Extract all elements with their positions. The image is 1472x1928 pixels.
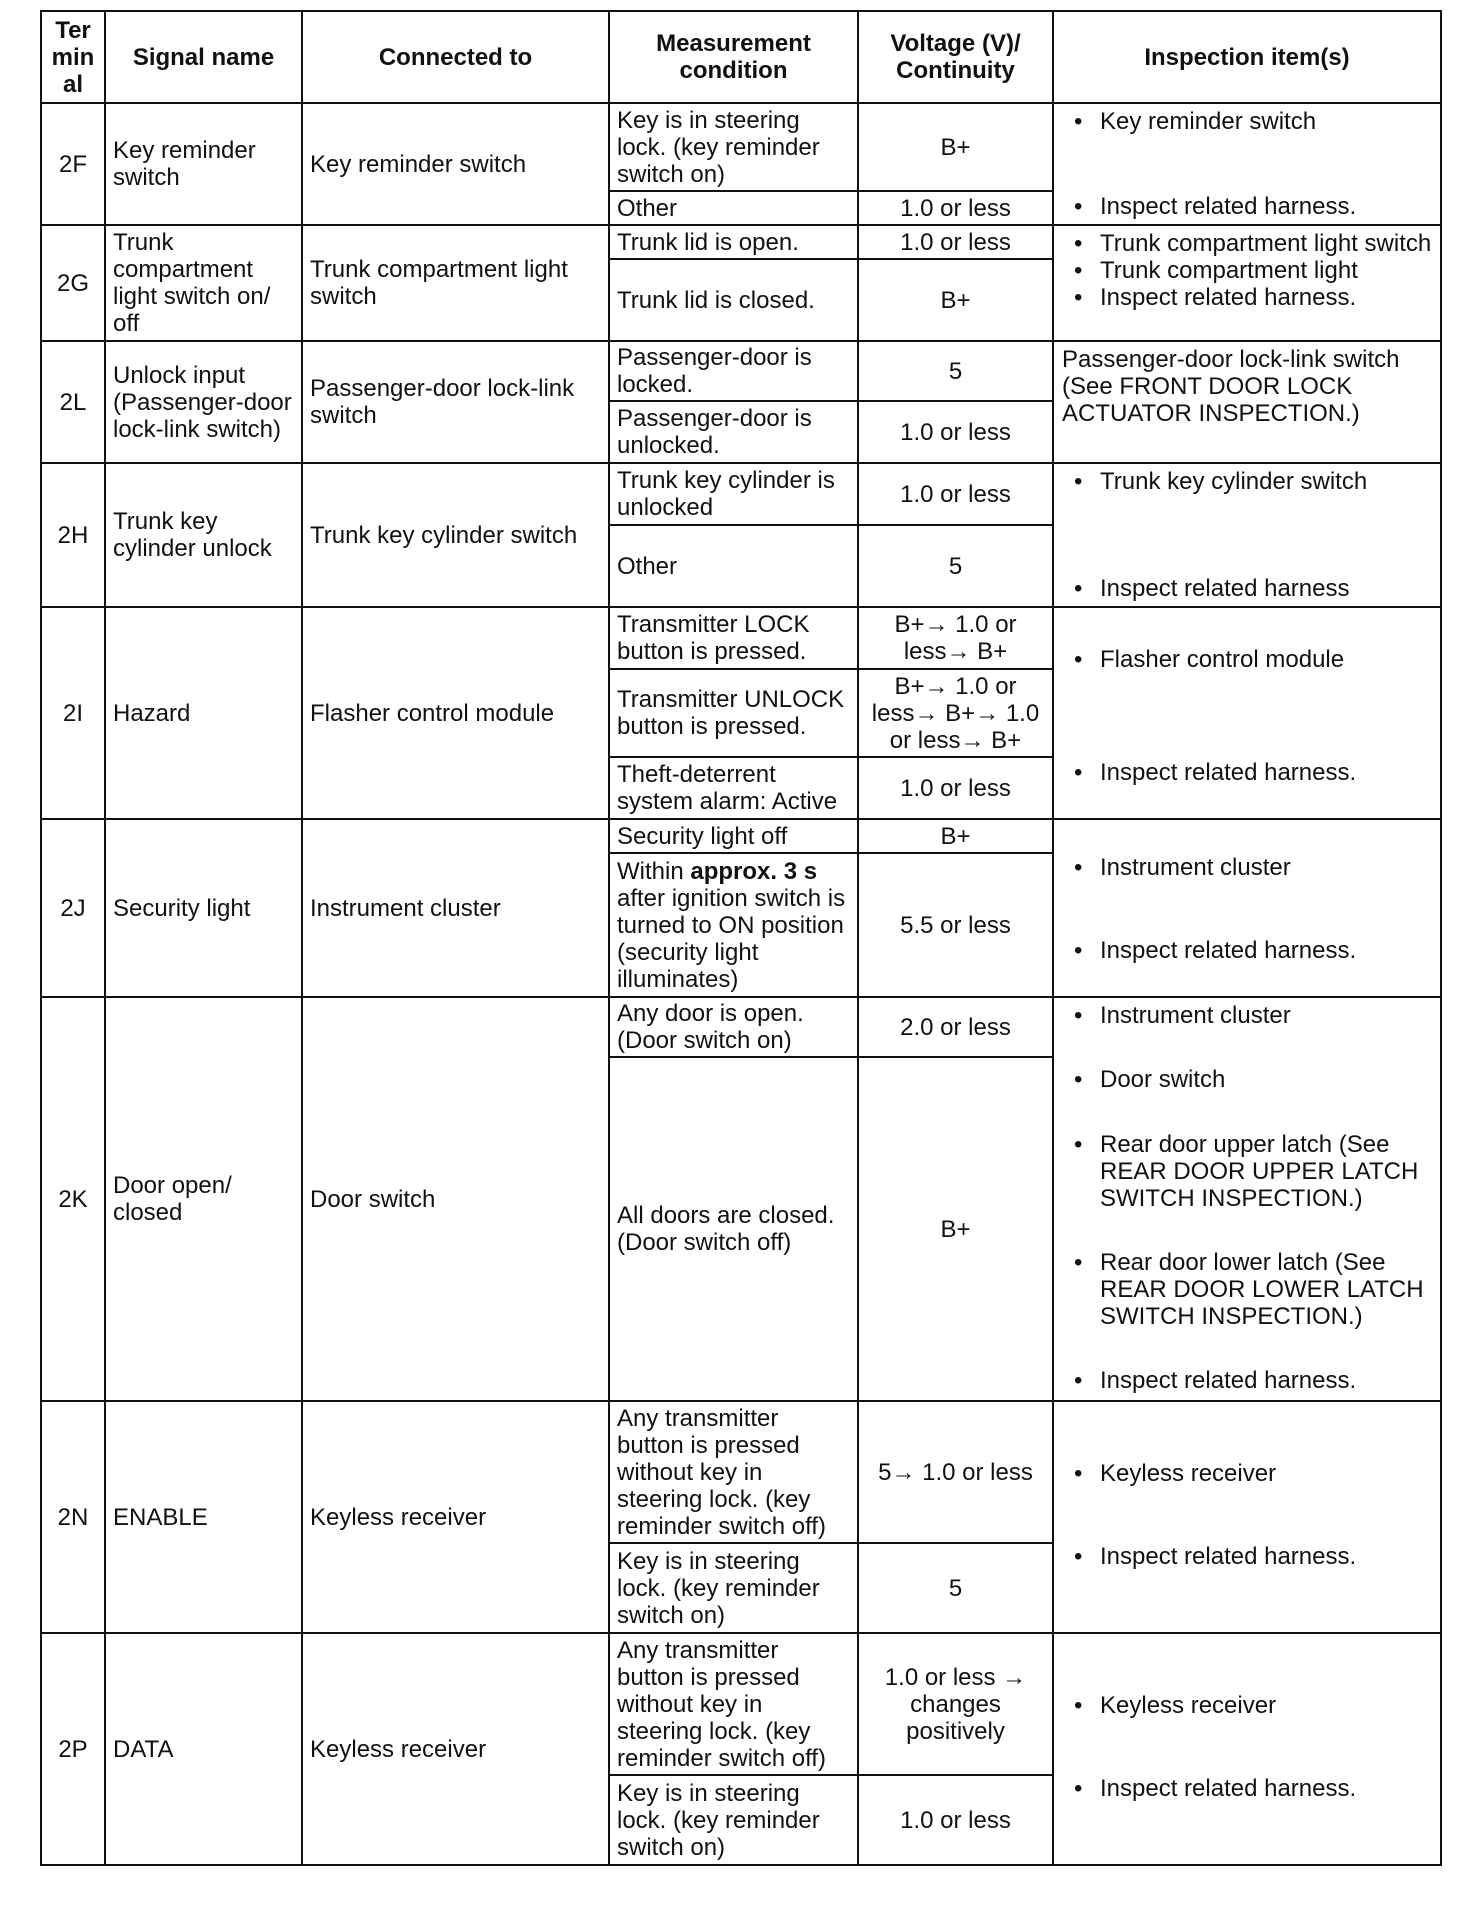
- signal-cell: Door open/ closed: [105, 997, 302, 1401]
- condition-cell: Key is in steering lock. (key reminder switch on): [609, 1775, 858, 1865]
- inspection-item: • Keyless receiver: [1062, 1692, 1432, 1719]
- inspection-cell: [1053, 103, 1441, 225]
- voltage-cell: 1.0 or less: [858, 1775, 1053, 1865]
- voltage-cell: 1.0 or less: [858, 401, 1053, 463]
- signal-cell: ENABLE: [105, 1401, 302, 1633]
- header-terminal: Ter min al: [41, 11, 105, 103]
- inspection-item: • Inspect related harness.: [1062, 284, 1432, 311]
- inspection-cell: Passenger-door lock-link switch (See FRONT DOOR LOCK ACTUATOR INSPECTION.): [1053, 341, 1441, 463]
- connected-cell: Keyless receiver: [302, 1633, 609, 1865]
- inspection-cell: [1053, 607, 1441, 819]
- condition-cell: Any transmitter button is pressed without key in steering lock. (key reminder switch off): [609, 1401, 858, 1543]
- voltage-cell: 2.0 or less: [858, 997, 1053, 1057]
- inspection-item: • Inspect related harness.: [1062, 1543, 1432, 1570]
- header-inspection: Inspection item(s): [1053, 11, 1441, 103]
- table-row: [41, 1633, 1441, 1775]
- voltage-cell: 1.0 or less: [858, 191, 1053, 225]
- inspection-cell: [1053, 819, 1441, 997]
- condition-text: Within: [617, 857, 691, 885]
- inspection-item: • Instrument cluster: [1062, 1002, 1432, 1029]
- terminal-cell: 2G: [41, 225, 105, 341]
- inspection-item: • Rear door lower latch (See REAR DOOR LOWER LATCH SWITCH INSPECTION.): [1062, 1249, 1432, 1330]
- terminal-cell: 2H: [41, 463, 105, 607]
- inspection-cell: [1053, 1633, 1441, 1865]
- table-row: [41, 997, 1441, 1057]
- inspection-item: • Door switch: [1062, 1066, 1432, 1093]
- voltage-cell: 5: [858, 525, 1053, 607]
- terminal-cell: 2J: [41, 819, 105, 997]
- terminal-cell: 2K: [41, 997, 105, 1401]
- table-row: [41, 103, 1441, 191]
- connected-cell: Instrument cluster: [302, 819, 609, 997]
- header-connected: Connected to: [302, 11, 609, 103]
- inspection-cell: [1053, 1401, 1441, 1633]
- inspection-item: • Inspect related harness.: [1062, 193, 1432, 220]
- connected-cell: Key reminder switch: [302, 103, 609, 225]
- signal-cell: Trunk key cylinder unlock: [105, 463, 302, 607]
- connected-cell: Trunk compartment light switch: [302, 225, 609, 341]
- voltage-cell: 1.0 or less: [858, 757, 1053, 819]
- connected-cell: Flasher control module: [302, 607, 609, 819]
- voltage-cell: B+: [858, 103, 1053, 191]
- signal-cell: Security light: [105, 819, 302, 997]
- header-condition: Measurement condition: [609, 11, 858, 103]
- condition-cell: All doors are closed. (Door switch off): [609, 1057, 858, 1401]
- inspection-item: • Inspect related harness.: [1062, 759, 1432, 786]
- condition-cell: Passenger-door is locked.: [609, 341, 858, 401]
- inspection-item: • Inspect related harness.: [1062, 1775, 1432, 1802]
- terminal-cell: 2L: [41, 341, 105, 463]
- condition-cell: Other: [609, 191, 858, 225]
- inspection-item: • Rear door upper latch (See REAR DOOR UPPER LATCH SWITCH INSPECTION.): [1062, 1131, 1432, 1212]
- signal-cell: Key reminder switch: [105, 103, 302, 225]
- table-row: [41, 607, 1441, 669]
- inspection-item: • Key reminder switch: [1062, 108, 1432, 135]
- inspection-item: • Trunk compartment light: [1062, 257, 1432, 284]
- connected-cell: Passenger-door lock-link switch: [302, 341, 609, 463]
- voltage-cell: 5→ 1.0 or less: [858, 1401, 1053, 1543]
- inspection-item: • Trunk key cylinder switch: [1062, 468, 1432, 495]
- condition-cell: Transmitter UNLOCK button is pressed.: [609, 669, 858, 757]
- terminal-cell: 2P: [41, 1633, 105, 1865]
- inspection-item: • Inspect related harness.: [1062, 937, 1432, 964]
- condition-cell: Any transmitter button is pressed without key in steering lock. (key reminder switch off): [609, 1633, 858, 1775]
- condition-cell: Trunk lid is open.: [609, 225, 858, 259]
- terminal-cell: 2F: [41, 103, 105, 225]
- header-voltage: Voltage (V)/ Continuity: [858, 11, 1053, 103]
- condition-text: after ignition switch is turned to ON position (security light illuminates): [617, 884, 846, 993]
- signal-cell: Unlock input (Passenger-door lock-link switch): [105, 341, 302, 463]
- condition-cell: Key is in steering lock. (key reminder switch on): [609, 1543, 858, 1633]
- inspection-item: • Inspect related harness: [1062, 575, 1432, 602]
- condition-cell: Other: [609, 525, 858, 607]
- table-row: [41, 225, 1441, 259]
- table-row: [41, 819, 1441, 853]
- header-row: [41, 11, 1441, 103]
- inspection-cell: [1053, 463, 1441, 607]
- condition-cell: Trunk key cylinder is unlocked: [609, 463, 858, 525]
- terminal-cell: 2I: [41, 607, 105, 819]
- terminal-inspection-table: [40, 10, 1442, 1866]
- voltage-cell: B+: [858, 1057, 1053, 1401]
- voltage-cell: 1.0 or less: [858, 463, 1053, 525]
- terminal-cell: 2N: [41, 1401, 105, 1633]
- inspection-cell: [1053, 997, 1441, 1401]
- inspection-cell: [1053, 225, 1441, 341]
- condition-cell: Transmitter LOCK button is pressed.: [609, 607, 858, 669]
- voltage-cell: 1.0 or less: [858, 225, 1053, 259]
- voltage-cell: B+: [858, 819, 1053, 853]
- signal-cell: Hazard: [105, 607, 302, 819]
- table-row: [41, 1401, 1441, 1543]
- voltage-cell: 5: [858, 1543, 1053, 1633]
- voltage-cell: B+→ 1.0 or less→ B+→ 1.0 or less→ B+: [858, 669, 1053, 757]
- signal-cell: DATA: [105, 1633, 302, 1865]
- condition-cell: Security light off: [609, 819, 858, 853]
- condition-cell: Theft-deterrent system alarm: Active: [609, 757, 858, 819]
- condition-cell: Key is in steering lock. (key reminder switch on): [609, 103, 858, 191]
- inspection-item: • Inspect related harness.: [1062, 1367, 1432, 1394]
- voltage-cell: 5.5 or less: [858, 853, 1053, 997]
- connected-cell: Trunk key cylinder switch: [302, 463, 609, 607]
- condition-cell: Passenger-door is unlocked.: [609, 401, 858, 463]
- voltage-cell: B+→ 1.0 or less→ B+: [858, 607, 1053, 669]
- signal-cell: Trunk compartment light switch on/ off: [105, 225, 302, 341]
- condition-cell: [609, 853, 858, 997]
- inspection-item: • Trunk compartment light switch: [1062, 230, 1432, 257]
- table-row: [41, 463, 1441, 525]
- connected-cell: Door switch: [302, 997, 609, 1401]
- inspection-item: • Keyless receiver: [1062, 1460, 1432, 1487]
- table-row: [41, 341, 1441, 401]
- voltage-cell: 5: [858, 341, 1053, 401]
- connected-cell: Keyless receiver: [302, 1401, 609, 1633]
- voltage-cell: 1.0 or less → changes positively: [858, 1633, 1053, 1775]
- inspection-item: • Flasher control module: [1062, 646, 1432, 673]
- voltage-cell: B+: [858, 259, 1053, 341]
- condition-cell: Any door is open. (Door switch on): [609, 997, 858, 1057]
- condition-emphasis: approx. 3 s: [690, 857, 818, 885]
- condition-cell: Trunk lid is closed.: [609, 259, 858, 341]
- inspection-item: • Instrument cluster: [1062, 854, 1432, 881]
- header-signal: Signal name: [105, 11, 302, 103]
